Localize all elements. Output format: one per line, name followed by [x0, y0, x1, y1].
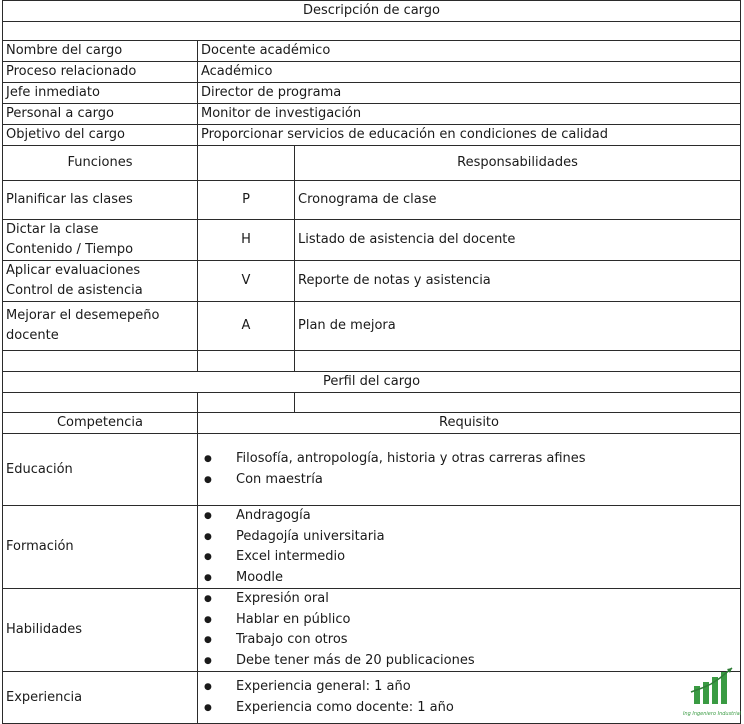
function-text: Mejorar el desemepeño — [6, 308, 160, 323]
code-header-cell — [198, 146, 295, 181]
function-responsibility: Listado de asistencia del docente — [295, 220, 741, 261]
function-row — [3, 181, 741, 220]
info-row — [3, 62, 741, 83]
requirement-cell — [198, 434, 741, 506]
function-code: A — [198, 302, 295, 351]
info-label: Nombre del cargo — [3, 41, 198, 62]
requirement-cell — [198, 506, 741, 589]
info-label: Objetivo del cargo — [3, 125, 198, 146]
profile-row — [3, 506, 741, 589]
function-cell — [3, 261, 198, 302]
requirement-item: ● Trabajo con otros — [236, 630, 737, 651]
function-code: H — [198, 220, 295, 261]
requirement-item: ● Filosofía, antropología, historia y otras carreras afines — [236, 449, 737, 470]
requirement-item: ● Pedagojía universitaria — [236, 527, 737, 548]
requirement-item: ● Excel intermedio — [236, 547, 737, 568]
requirement-cell — [198, 589, 741, 672]
info-row — [3, 125, 741, 146]
function-row — [3, 220, 741, 261]
info-label: Personal a cargo — [3, 104, 198, 125]
profile-row — [3, 672, 741, 724]
blank-row — [3, 393, 741, 413]
requirement-item: ● Experiencia como docente: 1 año — [236, 698, 737, 719]
requirement-cell — [198, 672, 741, 724]
info-value: Monitor de investigación — [198, 104, 741, 125]
info-value: Académico — [198, 62, 741, 83]
profile-title: Perfil del cargo — [3, 372, 741, 393]
function-code: V — [198, 261, 295, 302]
function-row — [3, 302, 741, 351]
profile-row — [3, 434, 741, 506]
function-text: Dictar la clase — [6, 222, 99, 237]
info-label: Jefe inmediato — [3, 83, 198, 104]
requirement-item: ● Moodle — [236, 568, 737, 589]
info-row — [3, 41, 741, 62]
competence-label: Educación — [3, 434, 198, 506]
info-row — [3, 104, 741, 125]
requirement-item: ● Andragogía — [236, 506, 737, 527]
function-responsibility: Reporte de notas y asistencia — [295, 261, 741, 302]
info-value: Proporcionar servicios de educación en condiciones de calidad — [198, 125, 741, 146]
function-text: Aplicar evaluaciones — [6, 263, 141, 278]
functions-header: Funciones — [3, 146, 198, 181]
function-responsibility: Plan de mejora — [295, 302, 741, 351]
info-row — [3, 83, 741, 104]
job-description-table — [2, 0, 741, 724]
function-text: Control de asistencia — [6, 283, 143, 298]
function-text: Planificar las clases — [6, 192, 133, 207]
requirement-item: ● Con maestría — [236, 470, 737, 491]
function-row — [3, 261, 741, 302]
competence-label: Formación — [3, 506, 198, 589]
function-cell — [3, 302, 198, 351]
function-cell — [3, 181, 198, 220]
competence-header: Competencia — [3, 413, 198, 434]
document-title: Descripción de cargo — [3, 1, 741, 22]
profile-header-row — [3, 413, 741, 434]
requirement-item: ● Experiencia general: 1 año — [236, 677, 737, 698]
blank-row — [3, 22, 741, 41]
function-text: docente — [6, 328, 59, 343]
requirement-item: ● Debe tener más de 20 publicaciones — [236, 651, 737, 672]
function-responsibility: Cronograma de clase — [295, 181, 741, 220]
competence-label: Habilidades — [3, 589, 198, 672]
info-value: Director de programa — [198, 83, 741, 104]
requirement-item: ● Hablar en público — [236, 610, 737, 631]
profile-row — [3, 589, 741, 672]
responsibilities-header: Responsabilidades — [295, 146, 741, 181]
functions-header-row — [3, 146, 741, 181]
competence-label: Experiencia — [3, 672, 198, 724]
info-label: Proceso relacionado — [3, 62, 198, 83]
requirement-header: Requisito — [198, 413, 741, 434]
function-text: Contenido / Tiempo — [6, 242, 134, 257]
blank-row — [3, 351, 741, 372]
logo-text: Ing Ingeniero Industrial — [682, 711, 742, 717]
requirement-item: ● Expresión oral — [236, 589, 737, 610]
info-value: Docente académico — [198, 41, 741, 62]
function-cell — [3, 220, 198, 261]
brand-logo — [682, 662, 742, 718]
function-code: P — [198, 181, 295, 220]
